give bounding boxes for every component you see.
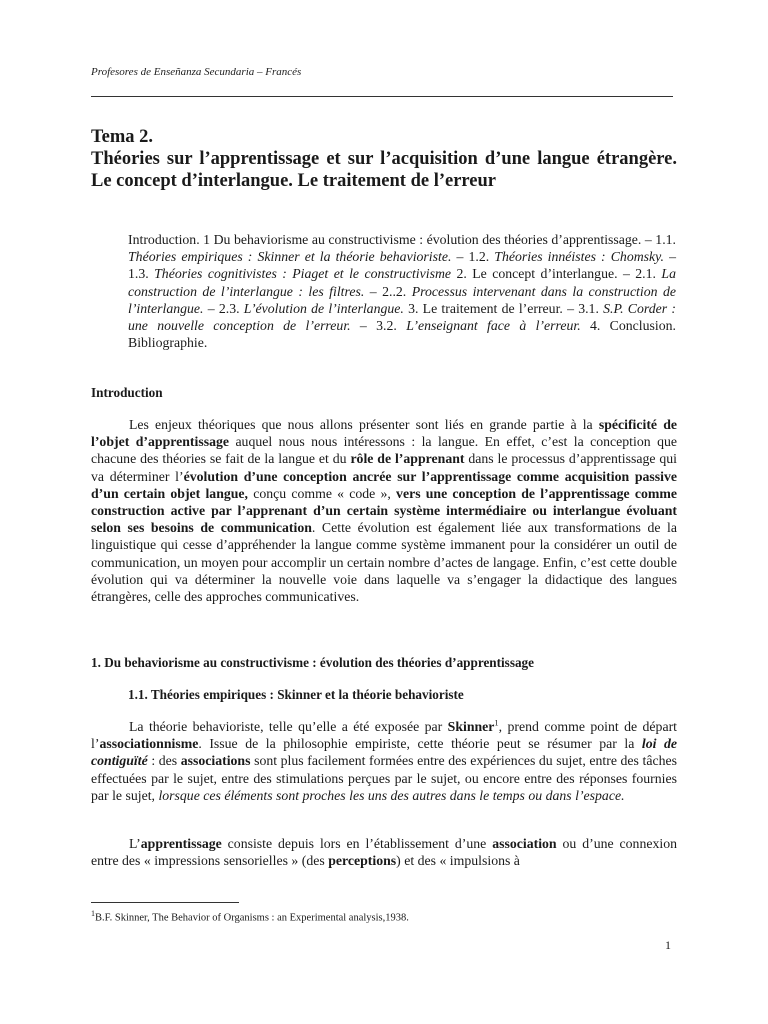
running-header: Profesores de Enseñanza Secundaria – Francés bbox=[91, 66, 302, 78]
summary-text: – 2..2. bbox=[364, 283, 412, 299]
intro-text: dans le processus d’apprentissage qui va déterminer l’ bbox=[91, 451, 677, 484]
header-rule bbox=[91, 96, 673, 97]
para-text: L’ bbox=[129, 836, 141, 851]
intro-text: . Cette évolution est également liée aux transformations de la linguistique qui cesse d’appréhender la langue comme système immanent pour la considérer un outil de communication, un moyen pour accomplir un certain nombre d’actes de langage. Enfin, c’est cette double évolution qui va déterminer la nouvelle voie dans laquelle va s’engager la didactique des langues étrangères, celle des approches communicatives. bbox=[91, 520, 677, 605]
section-1-heading: 1. Du behaviorisme au constructivisme : évolution des théories d’apprentissage bbox=[91, 655, 534, 670]
intro-text: conçu comme « code », bbox=[248, 485, 397, 501]
para-bold-italic: loi de contiguïté bbox=[91, 736, 677, 769]
summary-item-1-1: Théories empiriques : Skinner et la théorie behavioriste. bbox=[128, 249, 452, 265]
summary-text: – 1.3. bbox=[128, 249, 676, 282]
summary-item-2-3: L’évolution de l’interlangue. bbox=[243, 300, 404, 316]
intro-text: Les enjeux théoriques que nous allons présenter sont liés en grande partie à la bbox=[129, 417, 599, 432]
intro-text: auquel nous nous intéressons : la langue. En effet, c’est la conception que chacune des théories se fait de la langue et du bbox=[91, 434, 677, 467]
introduction-paragraph bbox=[91, 416, 677, 605]
intro-bold: évolution d’une conception ancrée sur l’apprentissage comme acquisition passive d’un certain objet langue, bbox=[91, 468, 677, 501]
summary-text: – 1.2. bbox=[451, 249, 495, 265]
summary-text: – 3.2. bbox=[350, 318, 407, 334]
document-title bbox=[91, 126, 677, 192]
footnote-marker: 1 bbox=[91, 909, 95, 918]
para-text: ou d’une connexion entre des « impressions sensorielles » (des bbox=[91, 836, 677, 869]
footnote bbox=[91, 907, 409, 925]
para-text: : des bbox=[147, 753, 181, 769]
para-bold: associations bbox=[180, 753, 251, 769]
page-number: 1 bbox=[665, 938, 671, 952]
para-text: consiste depuis lors en l’établissement d’une bbox=[221, 836, 493, 851]
summary-item-2-1: La construction de l’interlangue : les filtres. bbox=[128, 266, 676, 299]
section-1-1-heading: 1.1. Théories empiriques : Skinner et la théorie behavioriste bbox=[128, 687, 464, 702]
summary-item-3-1: S.P. Corder : une nouvelle conception de l’erreur. bbox=[128, 300, 676, 334]
table-of-contents-summary bbox=[128, 231, 676, 351]
introduction-heading: Introduction bbox=[91, 385, 163, 400]
footnote-rule bbox=[91, 902, 239, 903]
apprentissage-paragraph bbox=[91, 835, 677, 869]
summary-item-3-2: L’enseignant face à l’erreur. bbox=[406, 318, 581, 334]
summary-text: 2. Le concept d’interlangue. – 2.1. bbox=[451, 266, 662, 282]
para-bold: associationnisme bbox=[99, 736, 199, 752]
para-text: , prend comme point de départ l’ bbox=[91, 719, 677, 752]
para-text: La théorie behavioriste, telle qu’elle a été exposée par bbox=[129, 719, 448, 734]
summary-text: 4. Conclusion. Bibliographie. bbox=[128, 318, 676, 351]
summary-text: Introduction. 1 Du behaviorisme au constructivisme : évolution des théories d’apprentissage. – 1.1. bbox=[128, 232, 676, 247]
para-text: . Issue de la philosophie empiriste, cette théorie peut se résumer par la bbox=[198, 736, 642, 752]
footnote-text: B.F. Skinner, The Behavior of Organisms : an Experimental analysis,1938. bbox=[95, 912, 409, 924]
footnote-reference[interactable]: 1 bbox=[494, 717, 499, 728]
para-bold: Skinner bbox=[447, 719, 495, 734]
para-text: ) et des « impulsions à bbox=[396, 853, 520, 869]
intro-bold: spécificité de l’objet d’apprentissage bbox=[91, 417, 677, 450]
title-line-2: Théories sur l’apprentissage et sur l’acquisition d’une langue étrangère. Le concept d’interlangue. Le traitement de l’erreur bbox=[91, 149, 677, 191]
summary-item-1-2: Théories innéistes : Chomsky. bbox=[494, 249, 664, 265]
para-bold: apprentissage bbox=[140, 836, 222, 851]
title-line-1: Tema 2. bbox=[91, 127, 154, 147]
summary-text: – 2.3. bbox=[203, 300, 244, 316]
summary-item-1-3: Théories cognitivistes : Piaget et le constructivisme bbox=[154, 266, 452, 282]
para-italic: lorsque ces éléments sont proches les uns des autres dans le temps ou dans l’espace. bbox=[158, 787, 625, 803]
para-bold: association bbox=[492, 836, 557, 851]
para-text: sont plus facilement formées entre des expériences du sujet, entre des tâches effectuées par le sujet, entre des stimulations perçues par le sujet, ou encore entre des réponses fournies par le sujet, bbox=[91, 753, 677, 803]
intro-bold: rôle de l’apprenant bbox=[350, 451, 465, 467]
summary-text: 3. Le traitement de l’erreur. – 3.1. bbox=[403, 300, 604, 316]
summary-item-2-2: Processus intervenant dans la construction de l’interlangue. bbox=[128, 283, 676, 316]
behaviorism-paragraph bbox=[91, 718, 677, 804]
intro-bold: vers une conception de l’apprentissage comme construction active par l’apprenant d’un certain système intermédiaire ou interlangue évoluant selon ses besoins de communication bbox=[91, 485, 677, 536]
para-bold: perceptions bbox=[328, 853, 397, 869]
